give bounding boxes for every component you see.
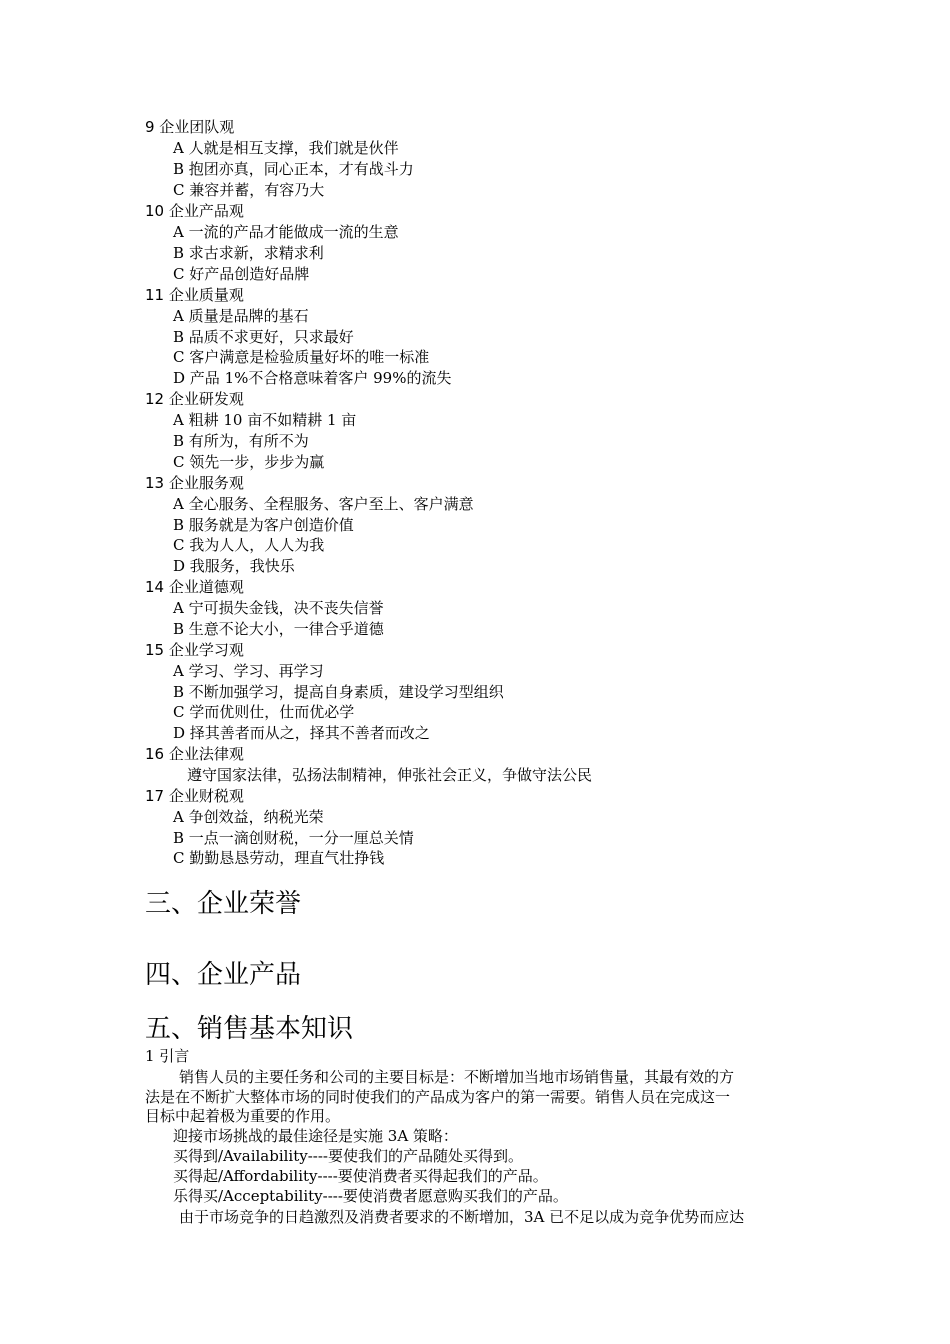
strategy-item: 买得到/Availability----要使我们的产品随处买得到。 [173, 1147, 524, 1165]
intro-paragraph-line: 目标中起着极为重要的作用。 [145, 1107, 341, 1125]
group-item: C 领先一步，步步为赢 [173, 453, 325, 471]
group-item: A 宁可损失金钱，决不丧失信誉 [173, 599, 384, 617]
group-item: B 生意不论大小，一律合乎道德 [173, 620, 384, 638]
intro-heading: 1 引言 [145, 1047, 190, 1065]
group-item: C 客户满意是检验质量好坏的唯一标准 [173, 348, 430, 366]
group-heading-rnd: 12 企业研发观 [145, 390, 244, 408]
group-heading-tax: 17 企业财税观 [145, 787, 244, 805]
group-item: B 求古求新，求精求利 [173, 244, 324, 262]
group-item: A 粗耕 10 亩不如精耕 1 亩 [173, 411, 357, 429]
group-item: B 品质不求更好，只求最好 [173, 328, 354, 346]
strategy-item: 乐得买/Acceptability----要使消费者愿意购买我们的产品。 [173, 1187, 568, 1205]
section-title-sales: 五、销售基本知识 [145, 1014, 354, 1044]
group-item: A 争创效益，纳税光荣 [173, 808, 324, 826]
group-item: B 抱团亦真，同心正本，才有战斗力 [173, 160, 414, 178]
group-item: D 产品 1%不合格意味着客户 99%的流失 [173, 369, 452, 387]
group-item: B 一点一滴创财税，一分一厘总关情 [173, 829, 414, 847]
group-item: B 服务就是为客户创造价值 [173, 516, 354, 534]
group-item: 遵守国家法律，弘扬法制精神，伸张社会正义，争做守法公民 [187, 766, 593, 784]
intro-paragraph-line: 法是在不断扩大整体市场的同时使我们的产品成为客户的第一需要。销售人员在完成这一 [145, 1088, 731, 1106]
group-item: C 我为人人，人人为我 [173, 536, 325, 554]
group-heading-team: 9 企业团队观 [145, 118, 235, 136]
group-heading-product: 10 企业产品观 [145, 202, 244, 220]
group-heading-quality: 11 企业质量观 [145, 286, 244, 304]
group-item: D 择其善者而从之，择其不善者而改之 [173, 724, 430, 742]
group-item: C 兼容并蓄，有容乃大 [173, 181, 325, 199]
group-item: C 好产品创造好品牌 [173, 265, 310, 283]
group-heading-service: 13 企业服务观 [145, 474, 244, 492]
group-heading-ethics: 14 企业道德观 [145, 578, 244, 596]
group-item: A 质量是品牌的基石 [173, 307, 309, 325]
group-item: A 一流的产品才能做成一流的生意 [173, 223, 399, 241]
group-item: D 我服务，我快乐 [173, 557, 295, 575]
group-item: A 全心服务、全程服务、客户至上、客户满意 [173, 495, 474, 513]
group-item: C 勤勤恳恳劳动，理直气壮挣钱 [173, 849, 385, 867]
group-heading-law: 16 企业法律观 [145, 745, 244, 763]
group-item: C 学而优则仕，仕而优必学 [173, 703, 355, 721]
section-title-honor: 三、企业荣誉 [145, 889, 302, 919]
intro-paragraph-line: 由于市场竞争的日趋激烈及消费者要求的不断增加，3A 已不足以成为竞争优势而应达 [179, 1208, 745, 1226]
strategy-item: 买得起/Affordability----要使消费者买得起我们的产品。 [173, 1167, 548, 1185]
intro-paragraph-line: 销售人员的主要任务和公司的主要目标是：不断增加当地市场销售量，其最有效的方 [179, 1068, 735, 1086]
section-title-products: 四、企业产品 [145, 960, 302, 990]
group-heading-learning: 15 企业学习观 [145, 641, 244, 659]
group-item: B 有所为，有所不为 [173, 432, 309, 450]
strategy-intro: 迎接市场挑战的最佳途径是实施 3A 策略： [173, 1127, 458, 1145]
group-item: B 不断加强学习，提高自身素质，建设学习型组织 [173, 683, 504, 701]
group-item: A 学习、学习、再学习 [173, 662, 324, 680]
group-item: A 人就是相互支撑，我们就是伙伴 [173, 139, 399, 157]
